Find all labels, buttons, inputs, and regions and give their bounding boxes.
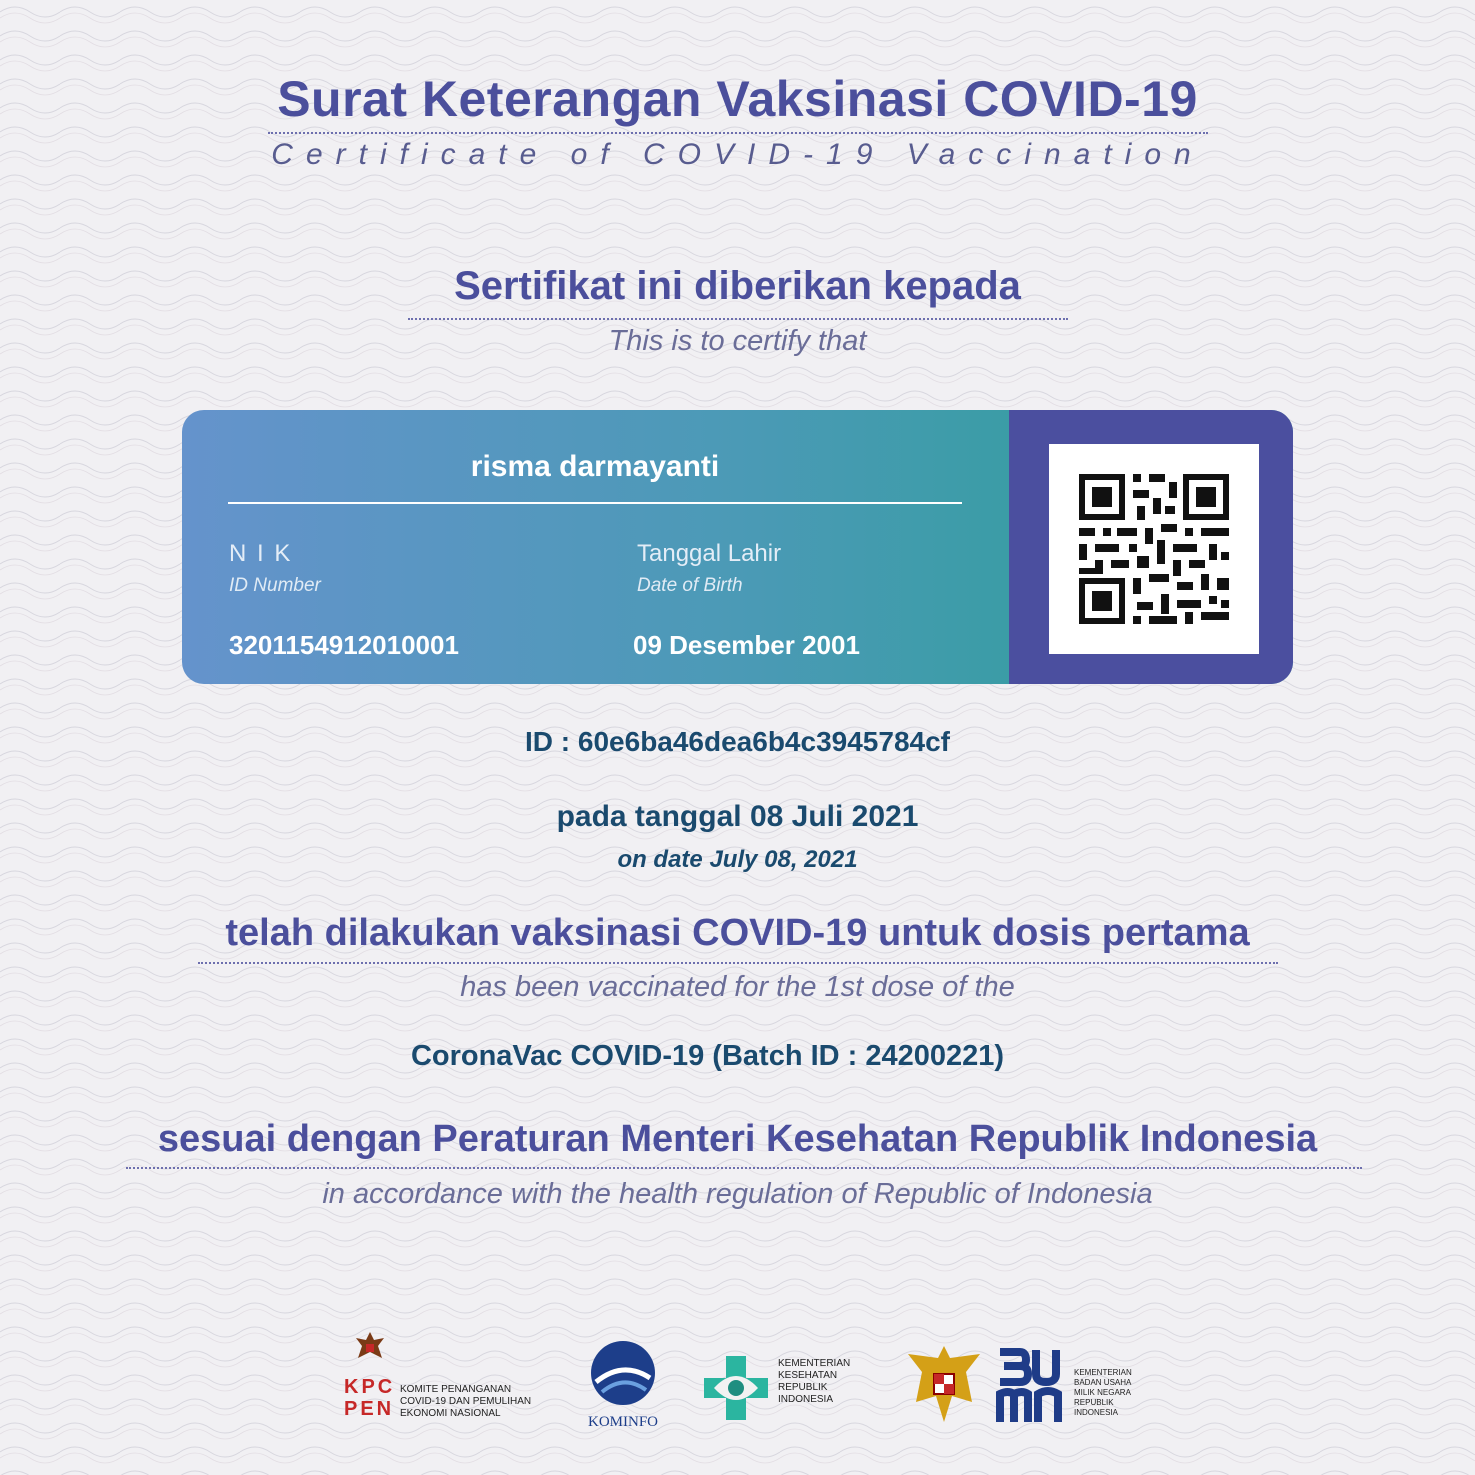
- bumn-text-3: MILIK NEGARA: [1074, 1388, 1131, 1397]
- kemenkes-text-3: REPUBLIK: [778, 1382, 828, 1393]
- bumn-icon: [996, 1346, 1068, 1426]
- dose-heading: telah dilakukan vaksinasi COVID-19 untuk dosis pertama: [225, 912, 1250, 954]
- vaccination-date-en: on date July 08, 2021: [617, 846, 858, 873]
- kominfo-logo: [578, 1338, 668, 1438]
- dob-label: Tanggal Lahir: [637, 540, 782, 567]
- kominfo-icon: [588, 1338, 658, 1408]
- holder-name: risma darmayanti: [470, 450, 720, 483]
- kemenkes-text-4: INDONESIA: [778, 1394, 834, 1405]
- garuda-small-icon: [350, 1328, 390, 1368]
- dose-divider: [198, 962, 1278, 964]
- page-title: Surat Keterangan Vaksinasi COVID-19: [277, 71, 1198, 127]
- intro-heading: Sertifikat ini diberikan kepada: [454, 264, 1021, 308]
- qr-code[interactable]: [1049, 444, 1259, 654]
- regulation-heading: sesuai dengan Peraturan Menteri Kesehatan Republik Indonesia: [157, 1118, 1318, 1160]
- name-underline: [228, 502, 962, 504]
- nik-label: N I K: [229, 540, 293, 567]
- qr-panel: [1009, 410, 1293, 684]
- kpcpen-letters: KPC PEN: [344, 1376, 396, 1420]
- intro-divider: [408, 318, 1068, 320]
- regulation-heading-en: in accordance with the health regulation of Republic of Indonesia: [322, 1178, 1153, 1210]
- kemenkes-text-1: KEMENTERIAN: [778, 1358, 851, 1369]
- bumn-text-1: KEMENTERIAN: [1074, 1368, 1132, 1377]
- page-subtitle: Certificate of COVID-19 Vaccination: [271, 138, 1204, 171]
- kpcpen-text-2: COVID-19 DAN PEMULIHAN: [400, 1396, 532, 1407]
- kominfo-text: KOMINFO: [587, 1414, 658, 1430]
- bumn-logo: [996, 1346, 1146, 1430]
- nik-label-en: ID Number: [229, 575, 321, 596]
- kpcpen-text-1: KOMITE PENANGANAN: [400, 1384, 512, 1395]
- certificate-id: ID : 60e6ba46dea6b4c3945784cf: [525, 726, 950, 757]
- bumn-text-4: REPUBLIK: [1074, 1398, 1114, 1407]
- vaccine-info: CoronaVac COVID-19 (Batch ID : 24200221): [410, 1040, 1005, 1072]
- title-divider: [268, 132, 1208, 134]
- vaccination-date: pada tanggal 08 Juli 2021: [556, 800, 919, 833]
- kemenkes-text-2: KESEHATAN: [778, 1370, 838, 1381]
- dob-label-en: Date of Birth: [637, 575, 743, 596]
- garuda-pancasila-icon: [902, 1342, 986, 1426]
- footer-logos: [0, 1328, 1475, 1438]
- kemenkes-logo: [700, 1348, 870, 1438]
- bumn-text-2: BADAN USAHA: [1074, 1378, 1132, 1387]
- intro-heading-en: This is to certify that: [608, 325, 867, 357]
- identity-card: [182, 410, 1293, 684]
- dose-heading-en: has been vaccinated for the 1st dose of the: [460, 971, 1015, 1003]
- kemenkes-icon: [700, 1352, 772, 1424]
- kpcpen-logo: [340, 1328, 550, 1438]
- qr-code-icon: [1049, 444, 1259, 654]
- bumn-text-5: INDONESIA: [1074, 1408, 1119, 1417]
- regulation-divider: [126, 1167, 1362, 1169]
- dob-value: 09 Desember 2001: [633, 630, 860, 660]
- kpcpen-text-3: EKONOMI NASIONAL: [400, 1408, 501, 1419]
- nik-value: 3201154912010001: [229, 630, 459, 660]
